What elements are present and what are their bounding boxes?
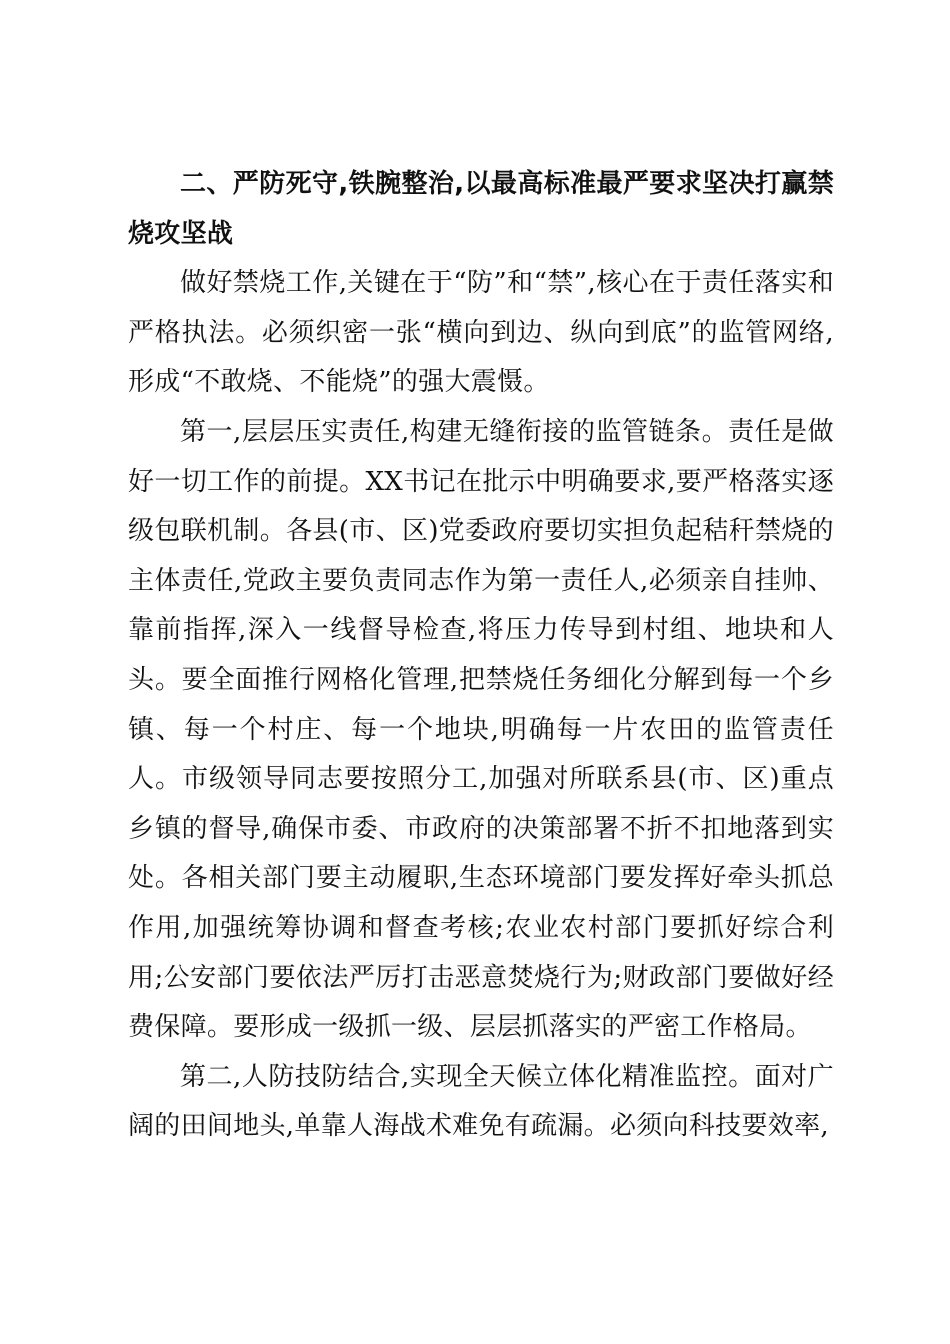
paragraph-second-point: 第二,人防技防结合,实现全天候立体化精准监控。面对广阔的田间地头,单靠人海战术难免有疏漏。必须向科技要效率, — [128, 1061, 834, 1142]
document-body — [128, 160, 834, 1152]
paragraph-intro: 做好禁烧工作,关键在于“防”和“禁”,核心在于责任落实和严格执法。必须织密一张“横向到边、纵向到底”的监管网络,形成“不敢烧、不能烧”的强大震慑。 — [128, 268, 834, 398]
paragraph-first-point: 第一,层层压实责任,构建无缝衔接的监管链条。责任是做好一切工作的前提。XX书记在批示中明确要求,要严格落实逐级包联机制。各县(市、区)党委政府要切实担负起秸秆禁烧的主体责任,党政主要负责同志作为第一责任人,必须亲自挂帅、靠前指挥,深入一线督导检查,将压力传导到村组、地块和人头。要全面推行网格化管理,把禁烧任务细化分解到每一个乡镇、每一个村庄、每一个地块,明确每一片农田的监管责任人。市级领导同志要按照分工,加强对所联系县(市、区)重点乡镇的督导,确保市委、市政府的决策部署不折不扣地落到实处。各相关部门要主动履职,生态环境部门要发挥好牵头抓总作用,加强统筹协调和督查考核;农业农村部门要抓好综合利用;公安部门要依法严厉打击恶意焚烧行为;财政部门要做好经费保障。要形成一级抓一级、层层抓落实的严密工作格局。 — [128, 416, 834, 1043]
section-heading: 二、严防死守,铁腕整治,以最高标准最严要求坚决打赢禁烧攻坚战 — [128, 169, 834, 249]
